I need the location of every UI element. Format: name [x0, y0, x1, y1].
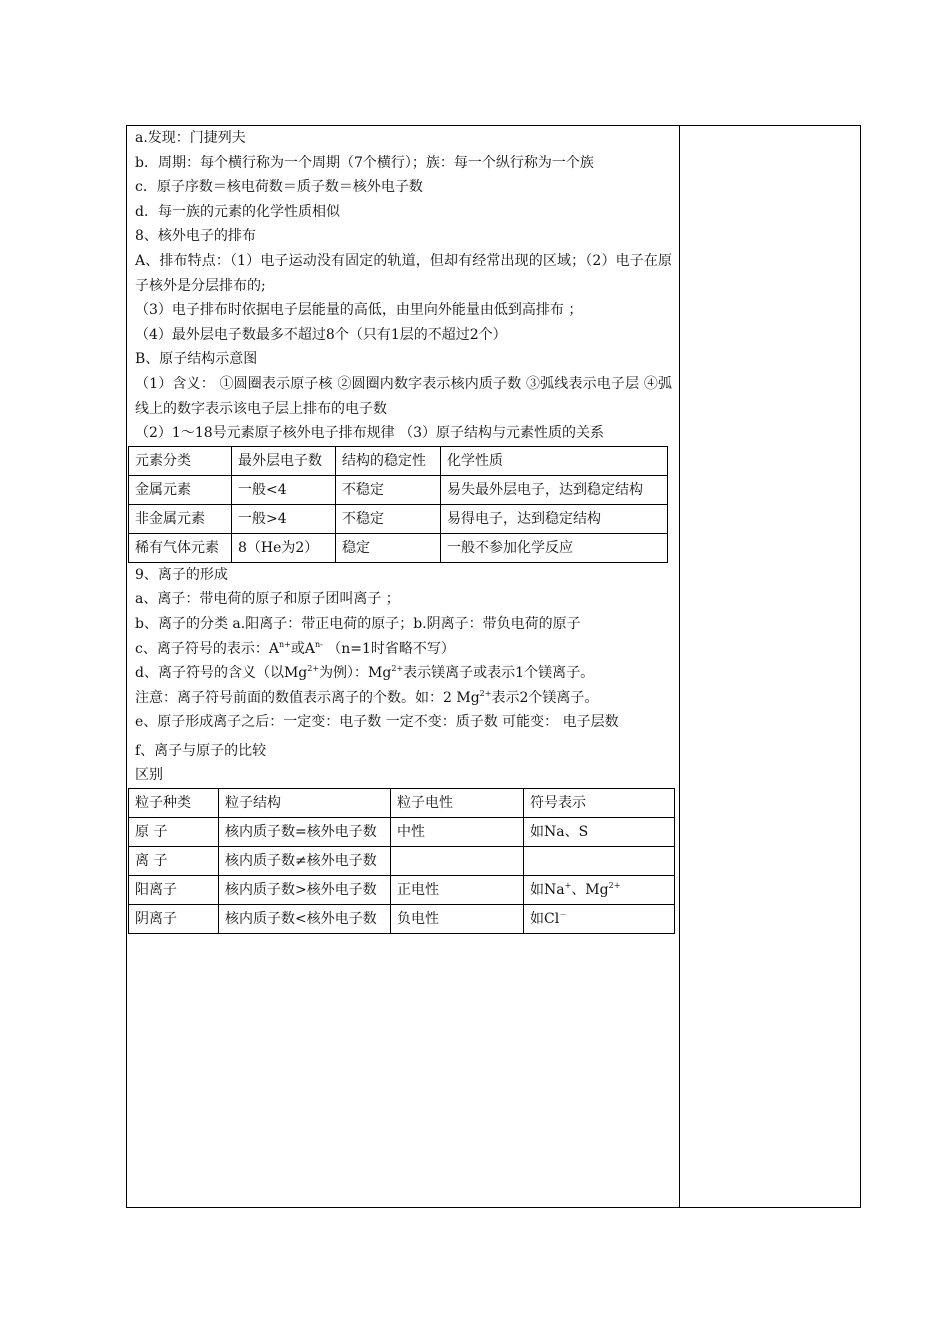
element-classification-table — [128, 446, 668, 563]
section-9-a: a、离子：带电荷的原子和原子团叫离子 ； — [135, 591, 400, 608]
table-header-cell: 粒子电性 — [391, 789, 524, 818]
section-9-note: 注意：离子符号前面的数值表示离子的个数。如：2 $Mg^{2+}$表示2个镁离子。 — [135, 688, 599, 706]
section-8-b: B、原子结构示意图 — [135, 351, 258, 368]
table-row — [129, 475, 668, 504]
section-9-heading: 9、离子的形成 — [135, 566, 228, 583]
table-cell: 易失最外层电子，达到稳定结构 — [441, 475, 668, 504]
main-content — [135, 126, 672, 934]
periodic-a: a.发现：门捷列夫 — [135, 130, 246, 146]
section-8-a1: A、排布特点：（1）电子运动没有固定的轨道，但却有经常出现的区域；（2）电子在原子核外是分层排布的; — [135, 252, 672, 294]
table-cell: 核内质子数>核外电子数 — [219, 876, 391, 905]
section-8-a3: （3）电子排布时依据电子层能量的高低，由里向外能量由低到高排布 ； — [135, 302, 583, 319]
column-divider — [679, 125, 680, 1208]
table-header-row — [129, 789, 675, 818]
table-cell: 如Cl－ — [524, 905, 675, 934]
table-cell: 易得电子，达到稳定结构 — [441, 504, 668, 533]
table-cell: 中性 — [391, 818, 524, 847]
section-9-f-sub: 区别 — [135, 767, 163, 784]
periodic-d: d．每一族的元素的化学性质相似 — [135, 203, 340, 220]
table-cell: 核内质子数≠核外电子数 — [219, 847, 391, 876]
section-8-heading: 8、核外电子的排布 — [135, 228, 256, 245]
table-header-cell: 元素分类 — [129, 446, 232, 475]
particle-comparison-table — [128, 788, 675, 934]
table-cell: 阳离子 — [129, 876, 219, 905]
table-row — [129, 876, 675, 905]
table-header-cell: 符号表示 — [524, 789, 675, 818]
table-cell: 负电性 — [391, 905, 524, 934]
table-cell: 稳定 — [336, 533, 441, 562]
section-9-d: d、离子符号的含义（以$Mg^{2+}$为例）：$Mg^{2+}$表示镁离子或表示1个镁离子。 — [135, 664, 595, 682]
table-cell: 一般不参加化学反应 — [441, 533, 668, 562]
table-cell: 不稳定 — [336, 475, 441, 504]
table-cell: 不稳定 — [336, 504, 441, 533]
table-header-cell: 化学性质 — [441, 446, 668, 475]
table-header-cell: 粒子结构 — [219, 789, 391, 818]
table-cell: 一般<4 — [232, 475, 336, 504]
table-cell: 正电性 — [391, 876, 524, 905]
table-cell: 非金属元素 — [129, 504, 232, 533]
table-header-cell: 最外层电子数 — [232, 446, 336, 475]
section-9-f: f、离子与原子的比较 — [135, 742, 267, 759]
table-row — [129, 504, 668, 533]
table-cell: 金属元素 — [129, 475, 232, 504]
table-header-cell: 结构的稳定性 — [336, 446, 441, 475]
table-cell: 离 子 — [129, 847, 219, 876]
table-row — [129, 818, 675, 847]
periodic-b: b．周期：每个横行称为一个周期（7个横行）；族：每一个纵行称为一个族 — [135, 154, 594, 171]
table-header-cell: 粒子种类 — [129, 789, 219, 818]
table-cell — [391, 847, 524, 876]
table-cell: 核内质子数<核外电子数 — [219, 905, 391, 934]
table-cell: 稀有气体元素 — [129, 533, 232, 562]
section-9-e: e、原子形成离子之后：一定变：电子数 一定不变：质子数 可能变： 电子层数 — [135, 714, 619, 731]
section-9-b: b、离子的分类 a.阳离子：带正电荷的原子；b.阴离子：带负电荷的原子 — [135, 615, 581, 632]
table-header-row — [129, 446, 668, 475]
table-cell: 一般>4 — [232, 504, 336, 533]
table-cell: 原 子 — [129, 818, 219, 847]
table-cell: 如Na、S — [524, 818, 675, 847]
section-8-b2: （2）1～18号元素原子核外电子排布规律 （3）原子结构与元素性质的关系 — [135, 425, 604, 442]
table-cell: 8（He为2） — [232, 533, 336, 562]
section-9-c: c、离子符号的表示：$A^{n+}$或$A^{n-}$ （n=1时省略不写） — [135, 639, 455, 657]
table-row — [129, 533, 668, 562]
periodic-c: c．原子序数＝核电荷数＝质子数＝核外电子数 — [135, 179, 423, 196]
table-row — [129, 905, 675, 934]
table-cell: 阴离子 — [129, 905, 219, 934]
section-8-a4: （4）最外层电子数最多不超过8个（只有1层的不超过2个） — [135, 326, 507, 343]
section-8-b1: （1）含义： ①圆圈表示原子核 ②圆圈内数字表示核内质子数 ③弧线表示电子层 ④弧线上的数字表示该电子层上排布的电子数 — [135, 375, 672, 417]
table-cell: 如Na+、$Mg^{2+}$ — [524, 876, 675, 905]
table-row — [129, 847, 675, 876]
table-cell — [524, 847, 675, 876]
table-cell: 核内质子数=核外电子数 — [219, 818, 391, 847]
